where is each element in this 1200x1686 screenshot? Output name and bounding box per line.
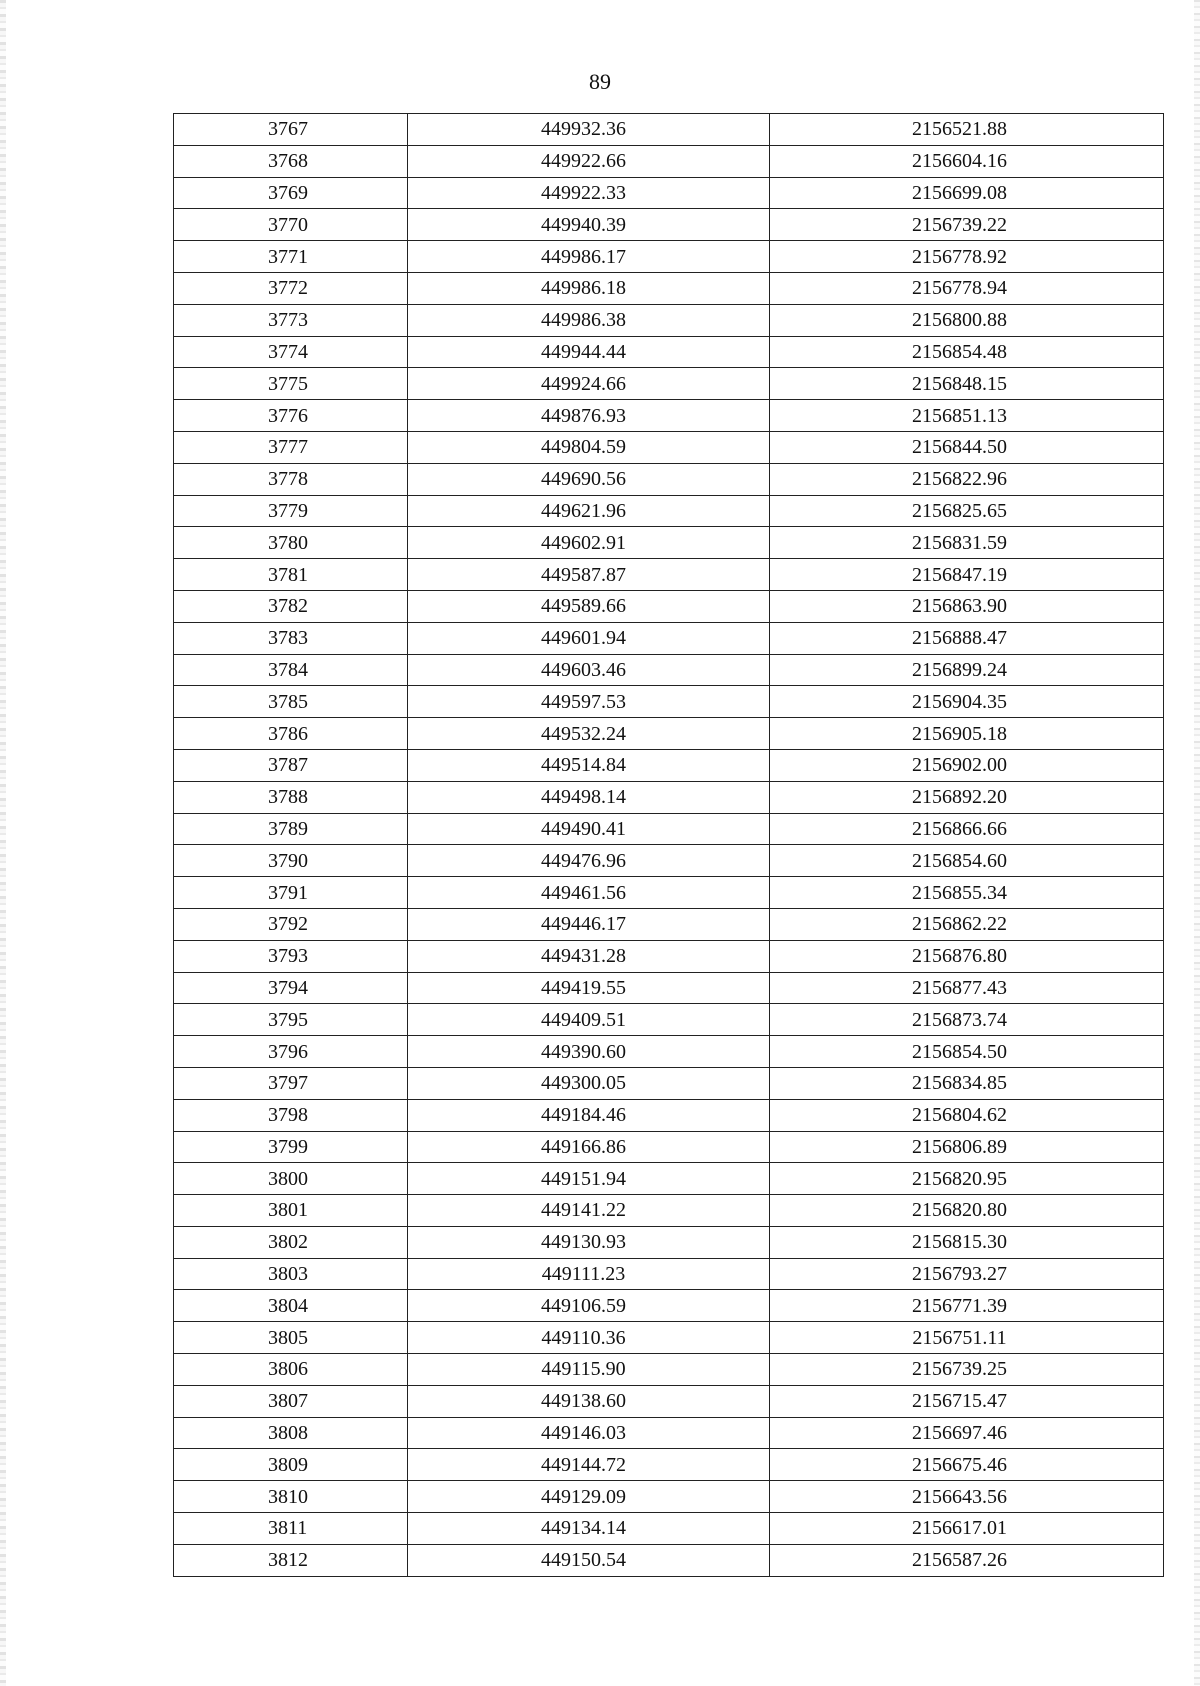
- table-row: [174, 272, 1164, 304]
- y-coordinate-cell: 2156587.26: [770, 1544, 1164, 1576]
- x-coordinate-cell: 449944.44: [408, 336, 770, 368]
- x-coordinate-cell: 449446.17: [408, 908, 770, 940]
- table-row: [174, 1099, 1164, 1131]
- y-coordinate-cell: 2156844.50: [770, 431, 1164, 463]
- table-row: [174, 1226, 1164, 1258]
- table-row: [174, 495, 1164, 527]
- x-coordinate-cell: 449138.60: [408, 1385, 770, 1417]
- table-row: [174, 463, 1164, 495]
- table-row: [174, 813, 1164, 845]
- table-row: [174, 1195, 1164, 1227]
- table-row: [174, 1290, 1164, 1322]
- y-coordinate-cell: 2156862.22: [770, 908, 1164, 940]
- y-coordinate-cell: 2156771.39: [770, 1290, 1164, 1322]
- x-coordinate-cell: 449476.96: [408, 845, 770, 877]
- y-coordinate-cell: 2156793.27: [770, 1258, 1164, 1290]
- point-id-cell: 3806: [174, 1354, 408, 1386]
- y-coordinate-cell: 2156863.90: [770, 590, 1164, 622]
- table-row: [174, 1131, 1164, 1163]
- y-coordinate-cell: 2156820.80: [770, 1195, 1164, 1227]
- point-id-cell: 3788: [174, 781, 408, 813]
- y-coordinate-cell: 2156675.46: [770, 1449, 1164, 1481]
- y-coordinate-cell: 2156854.60: [770, 845, 1164, 877]
- point-id-cell: 3767: [174, 114, 408, 146]
- table-row: [174, 1354, 1164, 1386]
- point-id-cell: 3810: [174, 1481, 408, 1513]
- x-coordinate-cell: 449922.33: [408, 177, 770, 209]
- point-id-cell: 3782: [174, 590, 408, 622]
- table-row: [174, 177, 1164, 209]
- y-coordinate-cell: 2156876.80: [770, 940, 1164, 972]
- x-coordinate-cell: 449932.36: [408, 114, 770, 146]
- coordinate-table-body: [174, 114, 1164, 1577]
- x-coordinate-cell: 449986.17: [408, 241, 770, 273]
- point-id-cell: 3808: [174, 1417, 408, 1449]
- point-id-cell: 3773: [174, 304, 408, 336]
- x-coordinate-cell: 449461.56: [408, 877, 770, 909]
- table-row: [174, 1449, 1164, 1481]
- point-id-cell: 3812: [174, 1544, 408, 1576]
- x-coordinate-cell: 449419.55: [408, 972, 770, 1004]
- table-row: [174, 781, 1164, 813]
- y-coordinate-cell: 2156831.59: [770, 527, 1164, 559]
- point-id-cell: 3770: [174, 209, 408, 241]
- y-coordinate-cell: 2156854.48: [770, 336, 1164, 368]
- x-coordinate-cell: 449876.93: [408, 400, 770, 432]
- table-row: [174, 908, 1164, 940]
- x-coordinate-cell: 449151.94: [408, 1163, 770, 1195]
- y-coordinate-cell: 2156905.18: [770, 718, 1164, 750]
- point-id-cell: 3793: [174, 940, 408, 972]
- y-coordinate-cell: 2156847.19: [770, 559, 1164, 591]
- x-coordinate-cell: 449129.09: [408, 1481, 770, 1513]
- table-row: [174, 972, 1164, 1004]
- table-row: [174, 368, 1164, 400]
- x-coordinate-cell: 449390.60: [408, 1036, 770, 1068]
- table-row: [174, 877, 1164, 909]
- x-coordinate-cell: 449431.28: [408, 940, 770, 972]
- y-coordinate-cell: 2156617.01: [770, 1513, 1164, 1545]
- y-coordinate-cell: 2156873.74: [770, 1004, 1164, 1036]
- y-coordinate-cell: 2156739.25: [770, 1354, 1164, 1386]
- table-row: [174, 1067, 1164, 1099]
- y-coordinate-cell: 2156825.65: [770, 495, 1164, 527]
- table-row: [174, 1004, 1164, 1036]
- table-row: [174, 940, 1164, 972]
- table-row: [174, 1417, 1164, 1449]
- y-coordinate-cell: 2156855.34: [770, 877, 1164, 909]
- point-id-cell: 3791: [174, 877, 408, 909]
- y-coordinate-cell: 2156899.24: [770, 654, 1164, 686]
- y-coordinate-cell: 2156715.47: [770, 1385, 1164, 1417]
- x-coordinate-cell: 449602.91: [408, 527, 770, 559]
- x-coordinate-cell: 449300.05: [408, 1067, 770, 1099]
- point-id-cell: 3798: [174, 1099, 408, 1131]
- point-id-cell: 3805: [174, 1322, 408, 1354]
- point-id-cell: 3778: [174, 463, 408, 495]
- x-coordinate-cell: 449804.59: [408, 431, 770, 463]
- point-id-cell: 3779: [174, 495, 408, 527]
- y-coordinate-cell: 2156778.92: [770, 241, 1164, 273]
- point-id-cell: 3809: [174, 1449, 408, 1481]
- table-row: [174, 336, 1164, 368]
- point-id-cell: 3776: [174, 400, 408, 432]
- y-coordinate-cell: 2156888.47: [770, 622, 1164, 654]
- y-coordinate-cell: 2156902.00: [770, 749, 1164, 781]
- x-coordinate-cell: 449922.66: [408, 145, 770, 177]
- table-row: [174, 622, 1164, 654]
- table-row: [174, 241, 1164, 273]
- point-id-cell: 3792: [174, 908, 408, 940]
- y-coordinate-cell: 2156604.16: [770, 145, 1164, 177]
- point-id-cell: 3796: [174, 1036, 408, 1068]
- x-coordinate-cell: 449587.87: [408, 559, 770, 591]
- scan-edge-left: [0, 0, 6, 1686]
- point-id-cell: 3775: [174, 368, 408, 400]
- x-coordinate-cell: 449940.39: [408, 209, 770, 241]
- point-id-cell: 3799: [174, 1131, 408, 1163]
- x-coordinate-cell: 449144.72: [408, 1449, 770, 1481]
- point-id-cell: 3800: [174, 1163, 408, 1195]
- y-coordinate-cell: 2156834.85: [770, 1067, 1164, 1099]
- x-coordinate-cell: 449150.54: [408, 1544, 770, 1576]
- x-coordinate-cell: 449106.59: [408, 1290, 770, 1322]
- point-id-cell: 3768: [174, 145, 408, 177]
- table-row: [174, 1513, 1164, 1545]
- point-id-cell: 3801: [174, 1195, 408, 1227]
- x-coordinate-cell: 449184.46: [408, 1099, 770, 1131]
- point-id-cell: 3786: [174, 718, 408, 750]
- point-id-cell: 3785: [174, 686, 408, 718]
- table-row: [174, 1385, 1164, 1417]
- x-coordinate-cell: 449690.56: [408, 463, 770, 495]
- point-id-cell: 3784: [174, 654, 408, 686]
- table-row: [174, 145, 1164, 177]
- point-id-cell: 3789: [174, 813, 408, 845]
- y-coordinate-cell: 2156822.96: [770, 463, 1164, 495]
- y-coordinate-cell: 2156904.35: [770, 686, 1164, 718]
- table-row: [174, 718, 1164, 750]
- table-row: [174, 1322, 1164, 1354]
- table-row: [174, 209, 1164, 241]
- table-row: [174, 1258, 1164, 1290]
- y-coordinate-cell: 2156751.11: [770, 1322, 1164, 1354]
- point-id-cell: 3794: [174, 972, 408, 1004]
- table-row: [174, 400, 1164, 432]
- y-coordinate-cell: 2156697.46: [770, 1417, 1164, 1449]
- x-coordinate-cell: 449111.23: [408, 1258, 770, 1290]
- x-coordinate-cell: 449498.14: [408, 781, 770, 813]
- y-coordinate-cell: 2156800.88: [770, 304, 1164, 336]
- point-id-cell: 3772: [174, 272, 408, 304]
- x-coordinate-cell: 449166.86: [408, 1131, 770, 1163]
- x-coordinate-cell: 449532.24: [408, 718, 770, 750]
- table-row: [174, 1481, 1164, 1513]
- y-coordinate-cell: 2156521.88: [770, 114, 1164, 146]
- x-coordinate-cell: 449490.41: [408, 813, 770, 845]
- point-id-cell: 3771: [174, 241, 408, 273]
- y-coordinate-cell: 2156739.22: [770, 209, 1164, 241]
- y-coordinate-cell: 2156699.08: [770, 177, 1164, 209]
- table-row: [174, 559, 1164, 591]
- y-coordinate-cell: 2156820.95: [770, 1163, 1164, 1195]
- x-coordinate-cell: 449134.14: [408, 1513, 770, 1545]
- table-row: [174, 114, 1164, 146]
- point-id-cell: 3797: [174, 1067, 408, 1099]
- table-row: [174, 304, 1164, 336]
- coordinate-table: [173, 113, 1164, 1577]
- y-coordinate-cell: 2156866.66: [770, 813, 1164, 845]
- point-id-cell: 3802: [174, 1226, 408, 1258]
- y-coordinate-cell: 2156643.56: [770, 1481, 1164, 1513]
- x-coordinate-cell: 449146.03: [408, 1417, 770, 1449]
- table-row: [174, 749, 1164, 781]
- point-id-cell: 3777: [174, 431, 408, 463]
- point-id-cell: 3787: [174, 749, 408, 781]
- x-coordinate-cell: 449514.84: [408, 749, 770, 781]
- page-number: 89: [589, 69, 611, 94]
- point-id-cell: 3804: [174, 1290, 408, 1322]
- table-row: [174, 590, 1164, 622]
- point-id-cell: 3769: [174, 177, 408, 209]
- x-coordinate-cell: 449409.51: [408, 1004, 770, 1036]
- x-coordinate-cell: 449603.46: [408, 654, 770, 686]
- y-coordinate-cell: 2156804.62: [770, 1099, 1164, 1131]
- table-row: [174, 527, 1164, 559]
- x-coordinate-cell: 449130.93: [408, 1226, 770, 1258]
- point-id-cell: 3807: [174, 1385, 408, 1417]
- x-coordinate-cell: 449986.38: [408, 304, 770, 336]
- y-coordinate-cell: 2156815.30: [770, 1226, 1164, 1258]
- table-row: [174, 686, 1164, 718]
- y-coordinate-cell: 2156848.15: [770, 368, 1164, 400]
- y-coordinate-cell: 2156851.13: [770, 400, 1164, 432]
- table-row: [174, 1036, 1164, 1068]
- scan-edge-right: [1194, 0, 1200, 1686]
- x-coordinate-cell: 449621.96: [408, 495, 770, 527]
- x-coordinate-cell: 449589.66: [408, 590, 770, 622]
- x-coordinate-cell: 449986.18: [408, 272, 770, 304]
- y-coordinate-cell: 2156778.94: [770, 272, 1164, 304]
- table-row: [174, 654, 1164, 686]
- y-coordinate-cell: 2156877.43: [770, 972, 1164, 1004]
- y-coordinate-cell: 2156892.20: [770, 781, 1164, 813]
- x-coordinate-cell: 449601.94: [408, 622, 770, 654]
- table-row: [174, 845, 1164, 877]
- x-coordinate-cell: 449115.90: [408, 1354, 770, 1386]
- point-id-cell: 3781: [174, 559, 408, 591]
- point-id-cell: 3790: [174, 845, 408, 877]
- point-id-cell: 3803: [174, 1258, 408, 1290]
- point-id-cell: 3783: [174, 622, 408, 654]
- table-row: [174, 1544, 1164, 1576]
- x-coordinate-cell: 449924.66: [408, 368, 770, 400]
- point-id-cell: 3811: [174, 1513, 408, 1545]
- x-coordinate-cell: 449141.22: [408, 1195, 770, 1227]
- y-coordinate-cell: 2156854.50: [770, 1036, 1164, 1068]
- y-coordinate-cell: 2156806.89: [770, 1131, 1164, 1163]
- x-coordinate-cell: 449597.53: [408, 686, 770, 718]
- point-id-cell: 3780: [174, 527, 408, 559]
- table-row: [174, 431, 1164, 463]
- point-id-cell: 3774: [174, 336, 408, 368]
- point-id-cell: 3795: [174, 1004, 408, 1036]
- table-row: [174, 1163, 1164, 1195]
- x-coordinate-cell: 449110.36: [408, 1322, 770, 1354]
